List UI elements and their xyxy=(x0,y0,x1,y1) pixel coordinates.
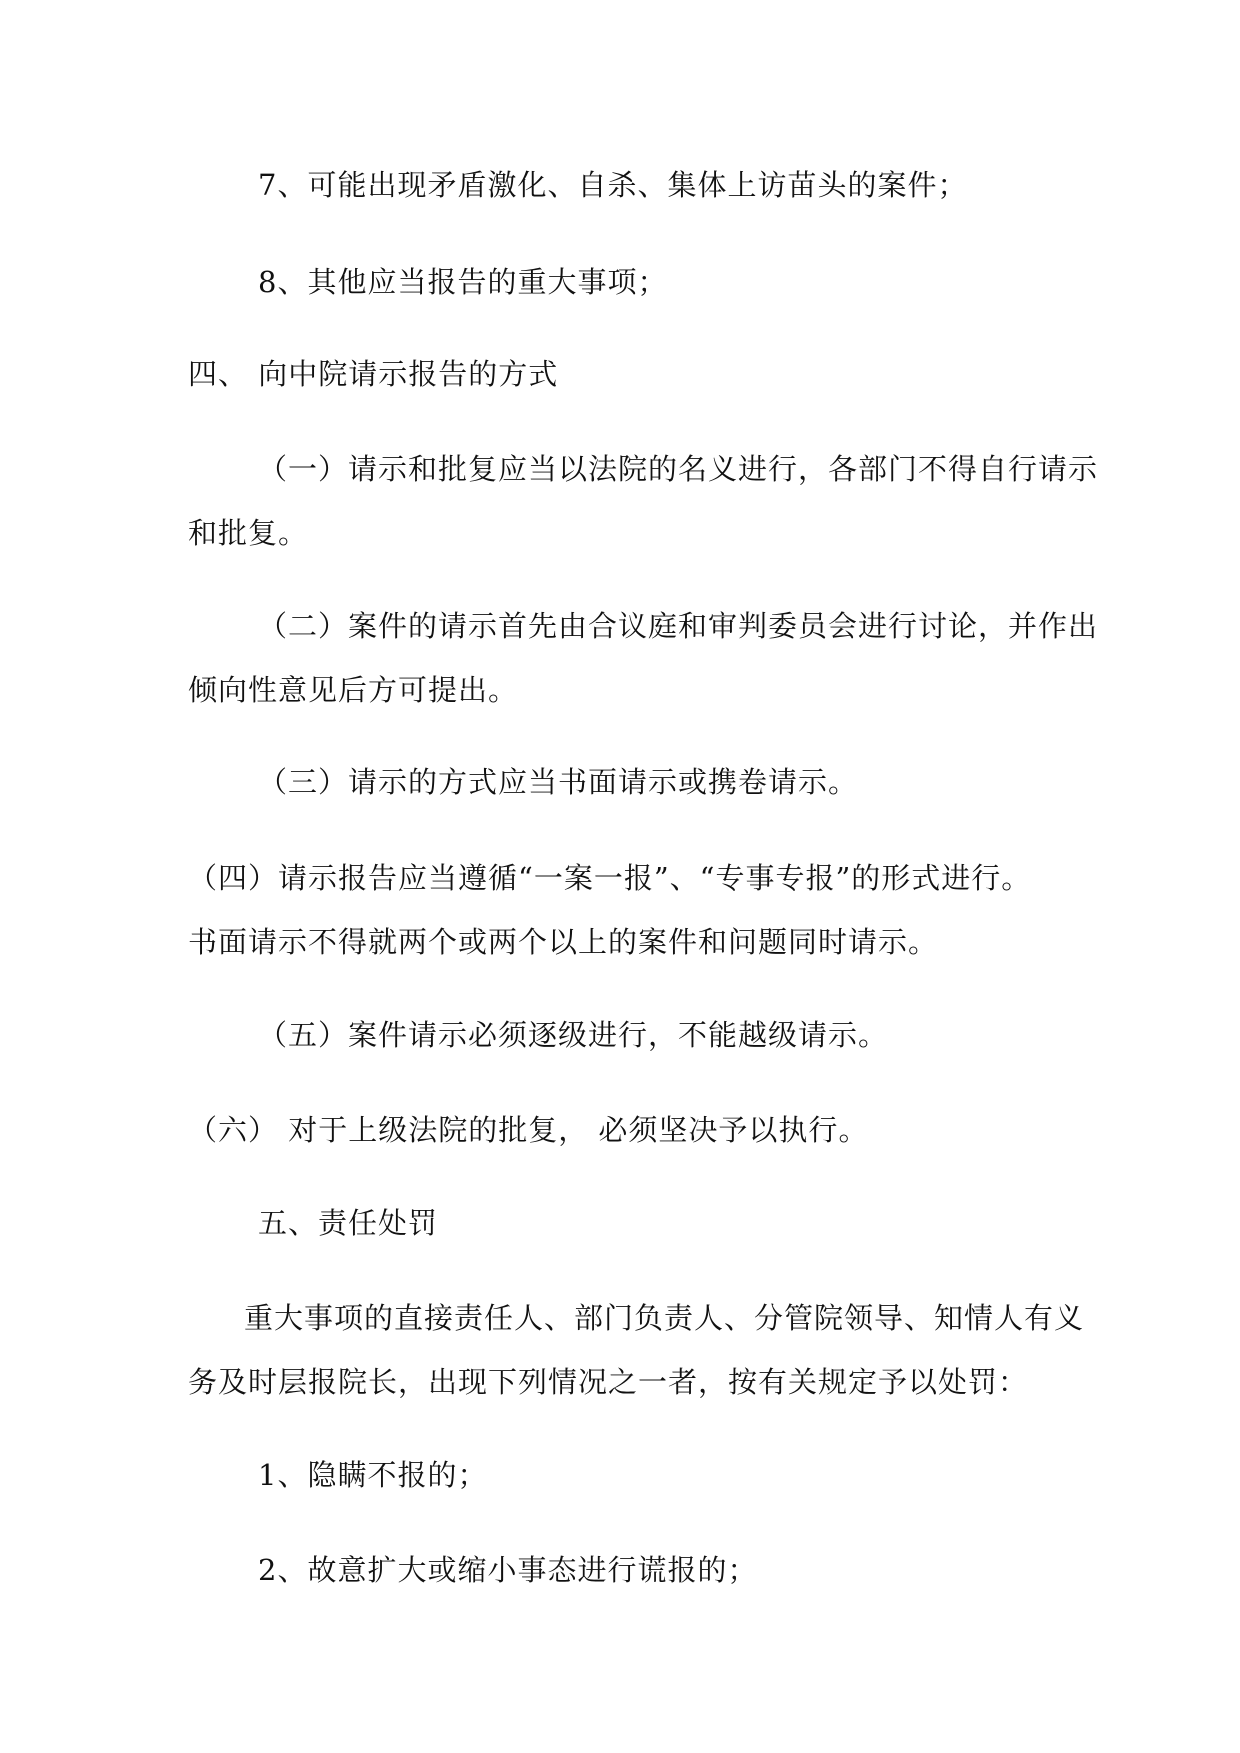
text-line: 务及时层报院长，出现下列情况之一者，按有关规定予以处罚： xyxy=(188,1365,1029,1399)
text-line: 1、隐瞒不报的； xyxy=(258,1458,488,1492)
text-line: 8、其他应当报告的重大事项； xyxy=(258,265,668,299)
text-line: 7、可能出现矛盾激化、自杀、集体上访苗头的案件； xyxy=(258,168,968,202)
text-line: 倾向性意见后方可提出。 xyxy=(188,673,519,707)
text-line: （六） 对于上级法院的批复， 必须坚决予以执行。 xyxy=(188,1113,869,1147)
text-line: 书面请示不得就两个或两个以上的案件和问题同时请示。 xyxy=(188,925,939,959)
text-line: （四）请示报告应当遵循“一案一报”、“专事专报”的形式进行。 xyxy=(188,861,1032,895)
text-line: （二）案件的请示首先由合议庭和审判委员会进行讨论，并作出 xyxy=(258,609,1099,643)
text-line: （一）请示和批复应当以法院的名义进行，各部门不得自行请示 xyxy=(258,452,1099,486)
text-line: （五）案件请示必须逐级进行，不能越级请示。 xyxy=(258,1018,889,1052)
text-line: 2、故意扩大或缩小事态进行谎报的； xyxy=(258,1553,758,1587)
text-line: （三）请示的方式应当书面请示或携卷请示。 xyxy=(258,765,859,799)
section-heading: 五、责任处罚 xyxy=(258,1206,439,1240)
section-heading: 四、 向中院请示报告的方式 xyxy=(188,357,559,391)
text-line: 和批复。 xyxy=(188,516,309,550)
text-line: 重大事项的直接责任人、部门负责人、分管院领导、知情人有义 xyxy=(244,1301,1085,1335)
